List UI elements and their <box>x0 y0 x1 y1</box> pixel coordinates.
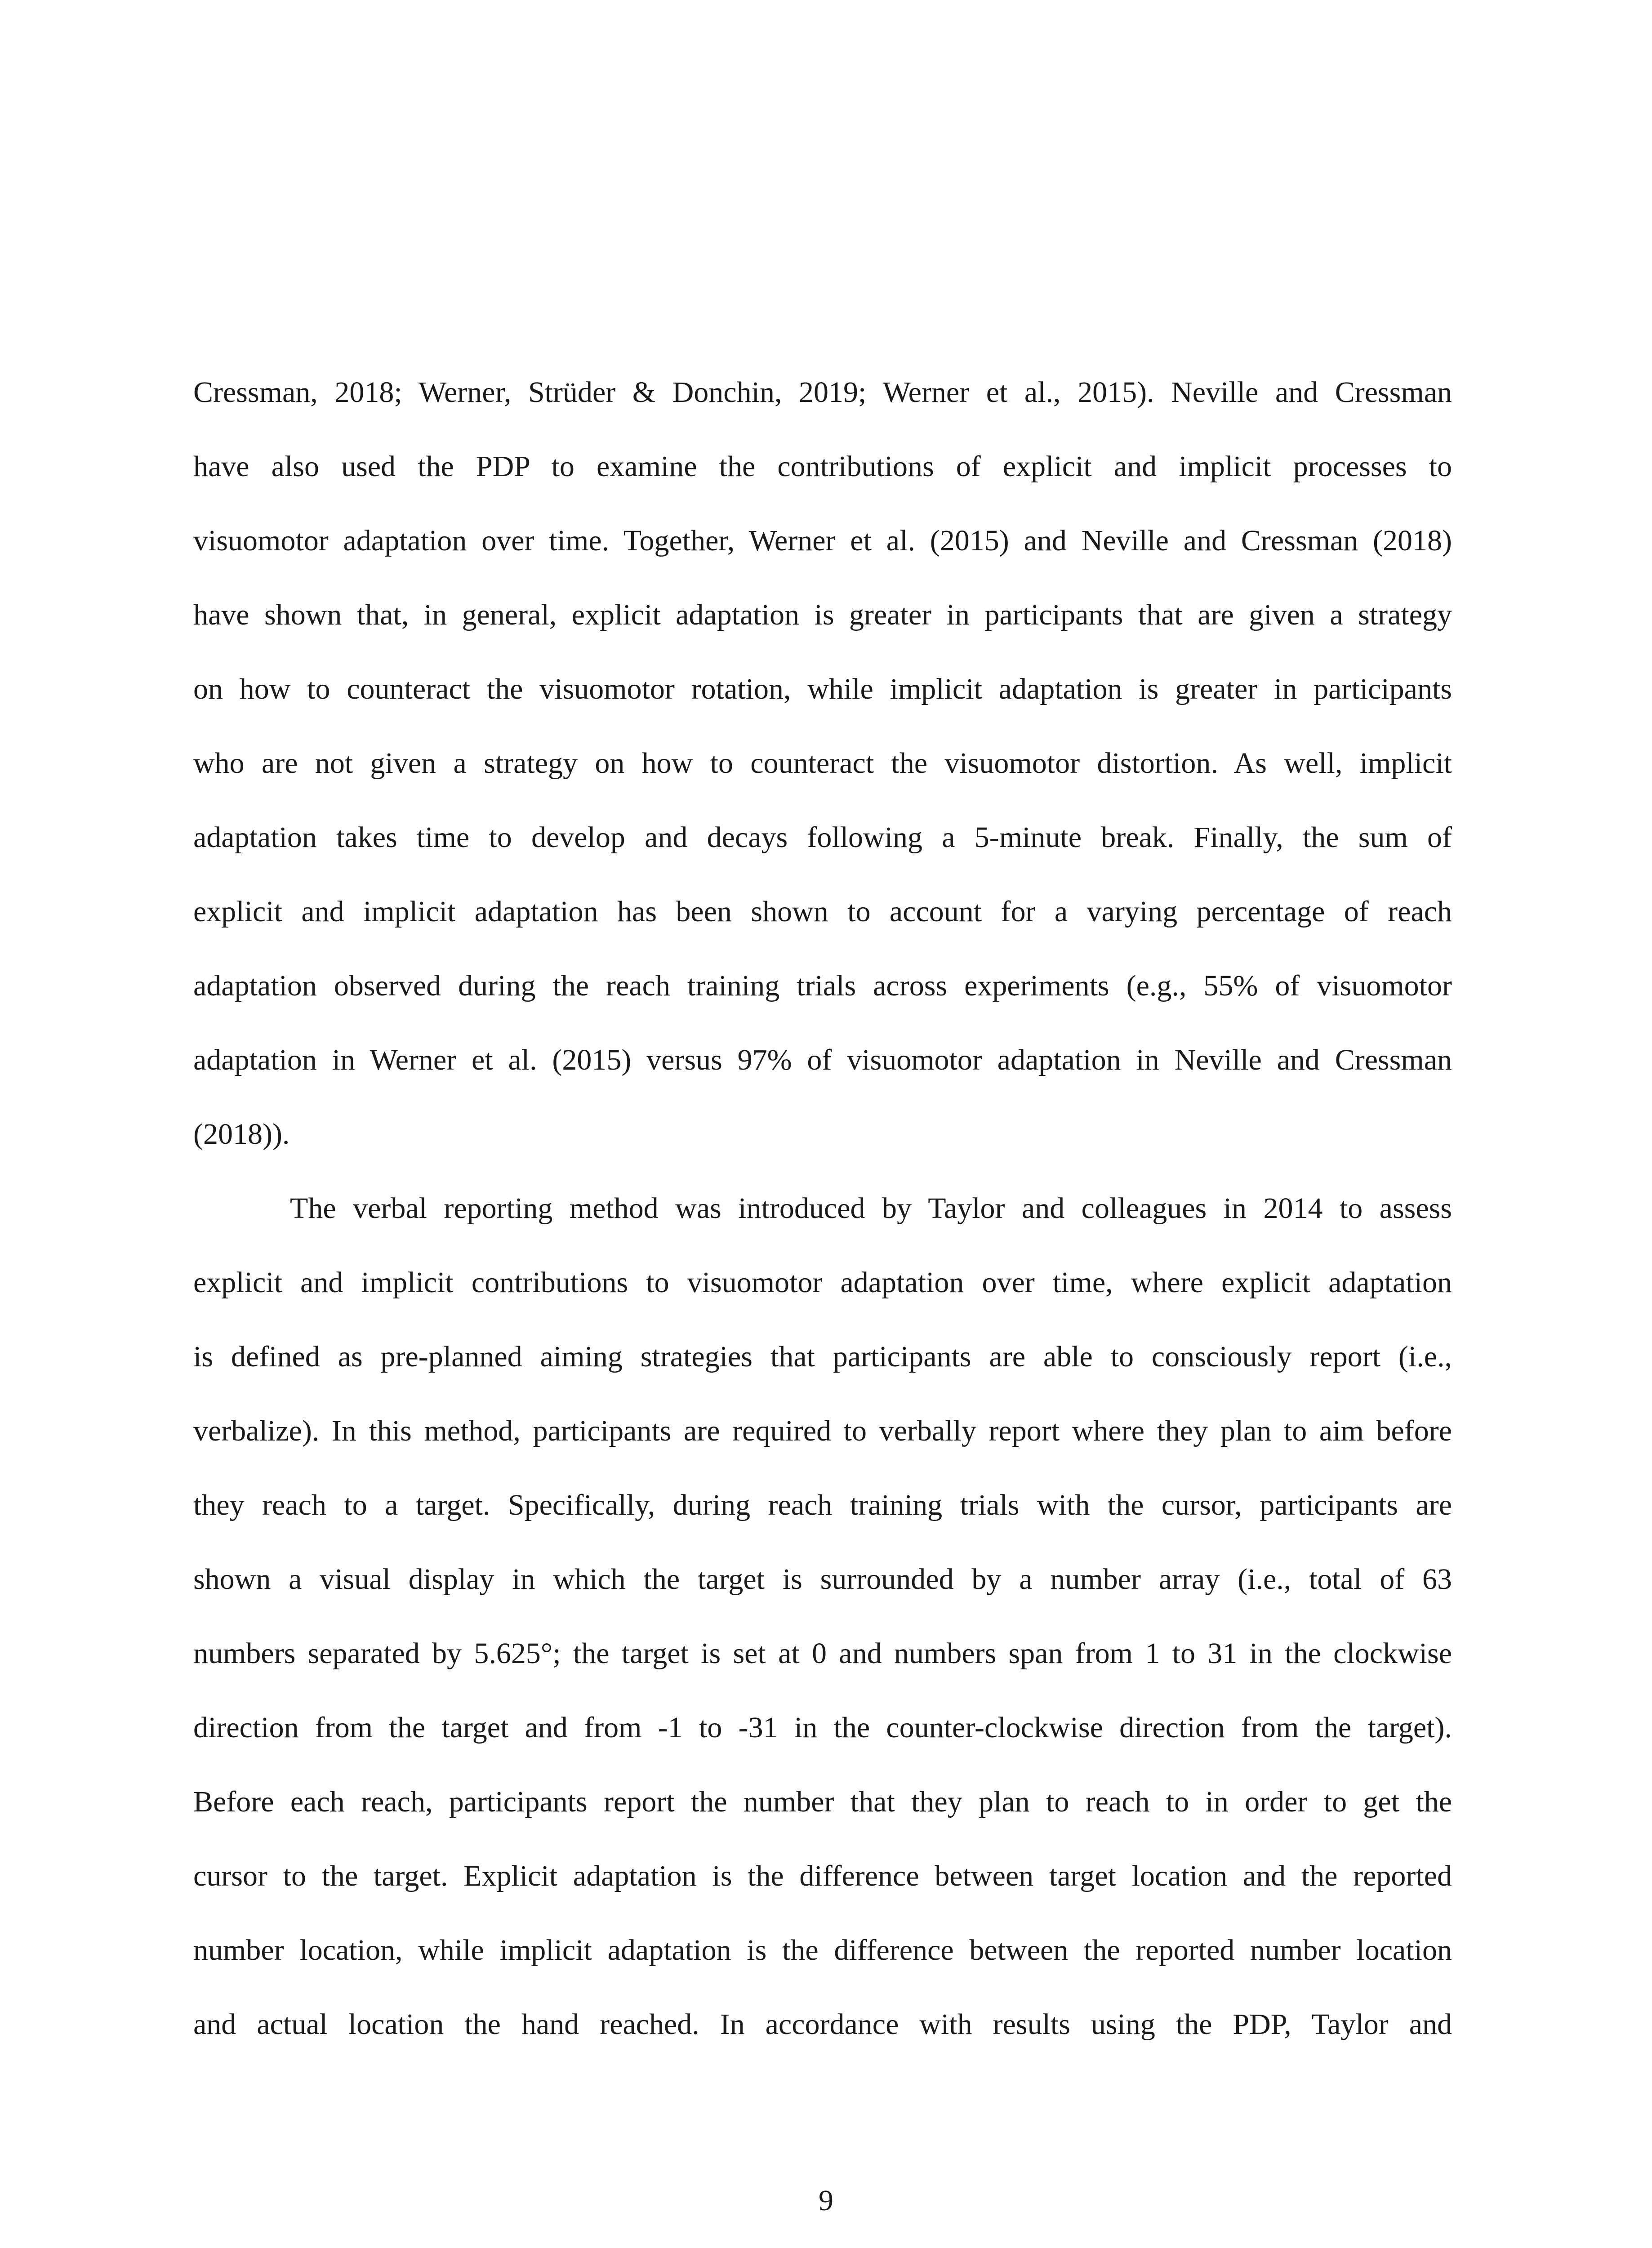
text-line: The verbal reporting method was introduced by Taylor and colleagues in 2014 to assess <box>290 1192 1452 1225</box>
text-line: number location, while implicit adaptation is the difference between the reported number location <box>193 1934 1452 1967</box>
text-line: (2018)). <box>193 1118 290 1151</box>
text-line: who are not given a strategy on how to counteract the visuomotor distortion. As well, implicit <box>193 747 1452 780</box>
text-line: Before each reach, participants report the number that they plan to reach to in order to get the <box>193 1785 1452 1818</box>
text-line: Cressman, 2018; Werner, Strüder & Donchin, 2019; Werner et al., 2015). Neville and Cressman <box>193 376 1452 409</box>
text-line: shown a visual display in which the target is surrounded by a number array (i.e., total of 63 <box>193 1563 1452 1596</box>
text-line: numbers separated by 5.625°; the target is set at 0 and numbers span from 1 to 31 in the clockwise <box>193 1637 1452 1670</box>
body-text <box>193 355 1452 2061</box>
text-line: explicit and implicit adaptation has been shown to account for a varying percentage of reach <box>193 895 1452 928</box>
text-line: adaptation takes time to develop and decays following a 5-minute break. Finally, the sum of <box>193 821 1452 854</box>
page-number: 9 <box>819 2184 833 2217</box>
text-line: have shown that, in general, explicit adaptation is greater in participants that are given a strategy <box>193 598 1452 631</box>
text-line: explicit and implicit contributions to visuomotor adaptation over time, where explicit adaptation <box>193 1266 1452 1299</box>
text-line: they reach to a target. Specifically, during reach training trials with the cursor, participants are <box>193 1489 1452 1521</box>
text-line: adaptation observed during the reach training trials across experiments (e.g., 55% of visuomotor <box>193 969 1452 1002</box>
text-line: verbalize). In this method, participants are required to verbally report where they plan to aim before <box>193 1414 1452 1447</box>
text-line: on how to counteract the visuomotor rotation, while implicit adaptation is greater in participants <box>193 673 1452 705</box>
text-line: cursor to the target. Explicit adaptation is the difference between target location and the reported <box>193 1860 1452 1892</box>
text-line: is defined as pre-planned aiming strategies that participants are able to consciously report (i.e., <box>193 1340 1452 1373</box>
text-line: adaptation in Werner et al. (2015) versus 97% of visuomotor adaptation in Neville and Cressman <box>193 1044 1452 1076</box>
text-line: visuomotor adaptation over time. Together, Werner et al. (2015) and Neville and Cressman (2018) <box>193 524 1452 557</box>
text-line: and actual location the hand reached. In accordance with results using the PDP, Taylor and <box>193 2008 1452 2041</box>
text-line: have also used the PDP to examine the contributions of explicit and implicit processes to <box>193 450 1452 483</box>
text-line: direction from the target and from -1 to -31 in the counter-clockwise direction from the target). <box>193 1711 1452 1744</box>
